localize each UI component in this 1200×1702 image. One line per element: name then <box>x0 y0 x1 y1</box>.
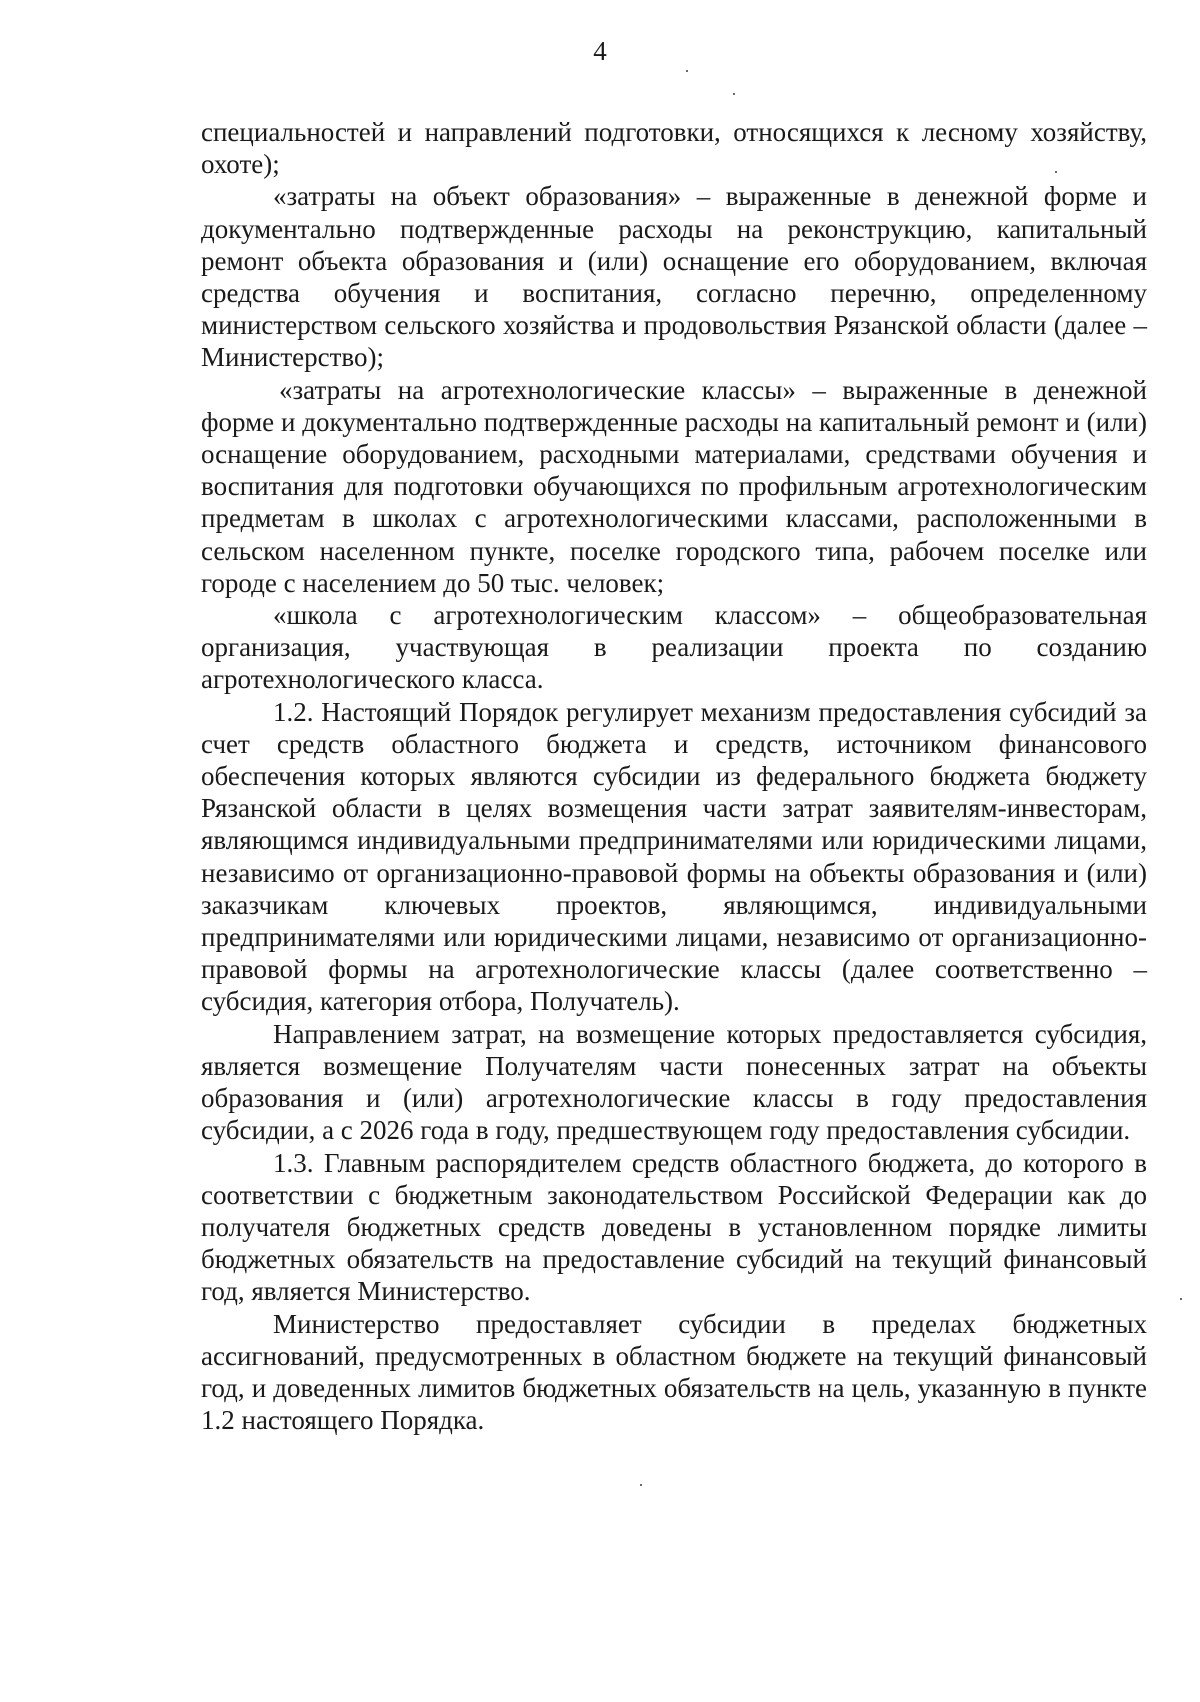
body-paragraph: Министерство предоставляет субсидии в пределах бюджетных ассигнований, предусмотренных в областном бюджете на текущий финансовый год, и доведенных лимитов бюджетных обязательств на цель, указанную в пункте 1.2 настоящего Порядка. <box>201 1308 1147 1436</box>
paragraph-continuation: специальностей и направлений подготовки, относящихся к лесному хозяйству, охоте); <box>201 117 1147 180</box>
page-number: 4 <box>593 36 607 66</box>
document-body <box>201 116 1147 1436</box>
scan-speck <box>640 1484 642 1486</box>
clause-paragraph: 1.3. Главным распорядителем средств областного бюджета, до которого в соответствии с бюджетным законодательством Российской Федерации как до получателя бюджетных средств доведены в установленном порядке лимиты бюджетных обязательств на предоставление субсидий на текущий финансовый год, является Министерство. <box>201 1147 1147 1307</box>
clause-paragraph: 1.2. Настоящий Порядок регулирует механизм предоставления субсидий за счет средств областного бюджета и средств, источником финансового обеспечения которых являются субсидии из федерального бюджета бюджету Рязанской области в целях возмещения части затрат заявителям-инвесторам, являющимся индивидуальными предпринимателями или юридическими лицами, независимо от организационно-правовой формы на объекты образования и (или) заказчикам ключевых проектов, являющимся, индивидуальными предпринимателями или юридическими лицами, независимо от организационно-правовой формы на агротехнологические классы (далее соответственно – субсидия, категория отбора, Получатель). <box>201 696 1147 1017</box>
scan-speck <box>733 93 735 95</box>
definition-paragraph: «затраты на объект образования» – выраженные в денежной форме и документально подтвержденные расходы на реконструкцию, капитальный ремонт объекта образования и (или) оснащение его оборудованием, включая средства обучения и воспитания, согласно перечню, определенному министерством сельского хозяйства и продовольствия Рязанской области (далее – Министерство); <box>201 181 1147 373</box>
body-paragraph: Направлением затрат, на возмещение которых предоставляется субсидия, является возмещение Получателям части понесенных затрат на объекты образования и (или) агротехнологические классы в году предоставления субсидии, а с 2026 года в году, предшествующем году предоставления субсидии. <box>201 1018 1147 1146</box>
definition-paragraph: «школа с агротехнологическим классом» – общеобразовательная организация, участвующая в реализации проекта по созданию агротехнологического класса. <box>201 600 1147 695</box>
definition-paragraph: «затраты на агротехнологические классы» – выраженные в денежной форме и документально подтвержденные расходы на капитальный ремонт и (или) оснащение оборудованием, расходными материалами, средствами обучения и воспитания для подготовки обучающихся по профильным агротехнологическим предметам в школах с агротехнологическими классами, расположенными в сельском населенном пункте, поселке городского типа, рабочем поселке или городе с населением до 50 тыс. человек; <box>201 374 1147 598</box>
scan-speck <box>686 70 688 72</box>
scan-speck <box>1180 1298 1182 1300</box>
